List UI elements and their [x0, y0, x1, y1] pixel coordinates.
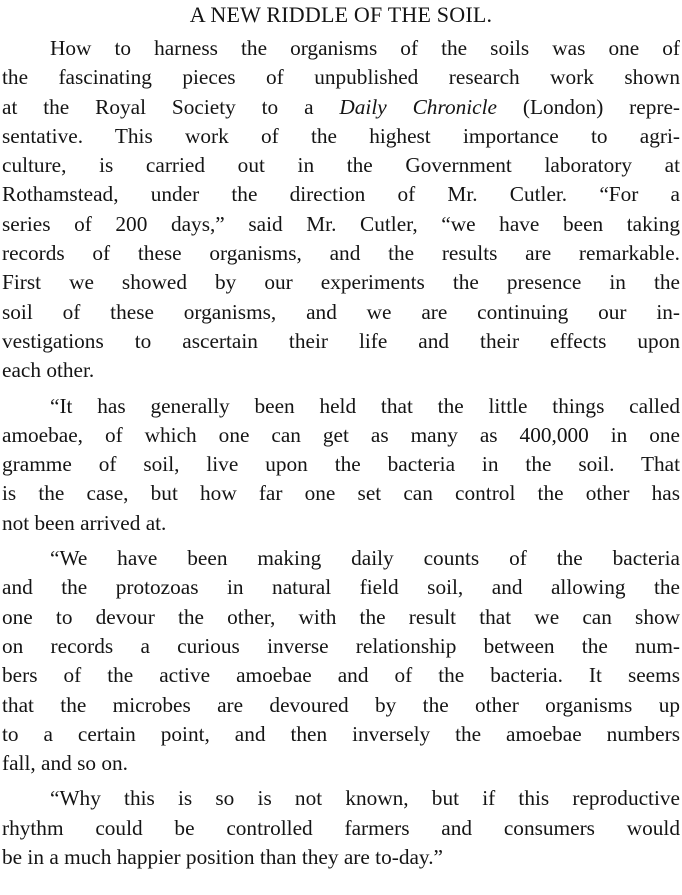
newspaper-name: Daily Chronicle: [339, 94, 497, 119]
text-line: each other.: [2, 358, 95, 383]
text-line: “We have been making daily counts of the bacteria: [50, 546, 680, 571]
text-line: “Why this is so is not known, but if this reproductive: [50, 786, 680, 811]
text-line: soil of these organisms, and we are continuing our in-: [2, 299, 680, 324]
text-line: not been arrived at.: [2, 510, 167, 535]
article: [0, 2, 682, 895]
text-line: records of these organisms, and the results are remarkable.: [2, 241, 680, 266]
text-line: Rothamstead, under the direction of Mr. Cutler. “For a: [2, 182, 680, 207]
text-line: on records a curious inverse relationship between the num-: [2, 633, 680, 658]
text-line: sentative. This work of the highest importance to agri-: [2, 123, 680, 148]
text-line: amoebae, of which one can get as many as 400,000 in one: [2, 422, 680, 447]
paragraph-2: [2, 392, 680, 538]
text-line: fall, and so on.: [2, 751, 128, 776]
text-line: “It has generally been held that the little things called: [50, 393, 680, 418]
text-line: bers of the active amoebae and of the bacteria. It seems: [2, 663, 680, 688]
text-line: the fascinating pieces of unpublished research work shown: [2, 65, 680, 90]
text-line: vestigations to ascertain their life and their effects upon: [2, 328, 680, 353]
text-line: First we showed by our experiments the presence in the: [2, 270, 680, 295]
paragraph-4: [2, 784, 680, 872]
text-line: series of 200 days,” said Mr. Cutler, “we have been taking: [2, 211, 680, 236]
text-line: that the microbes are devoured by the other organisms up: [2, 692, 680, 717]
paragraph-1: [2, 34, 680, 386]
text-line: is the case, but how far one set can control the other has: [2, 481, 680, 506]
text-line: be in a much happier position than they are to-day.”: [2, 845, 443, 870]
text-line: and the protozoas in natural field soil, and allowing the: [2, 575, 680, 600]
article-title: A NEW RIDDLE OF THE SOIL.: [189, 2, 493, 27]
text-line: culture, is carried out in the Government laboratory at: [2, 153, 680, 178]
text-line: to a certain point, and then inversely the amoebae numbers: [2, 721, 680, 746]
paragraph-3: [2, 544, 680, 778]
text-line: at the Royal Society to a Daily Chronicle (London) repre-: [2, 94, 680, 119]
text-line: one to devour the other, with the result that we can show: [2, 604, 680, 629]
text-line: rhythm could be controlled farmers and consumers would: [2, 815, 680, 840]
text-line: How to harness the organisms of the soils was one of: [50, 36, 680, 60]
text-line: gramme of soil, live upon the bacteria in the soil. That: [2, 452, 680, 477]
